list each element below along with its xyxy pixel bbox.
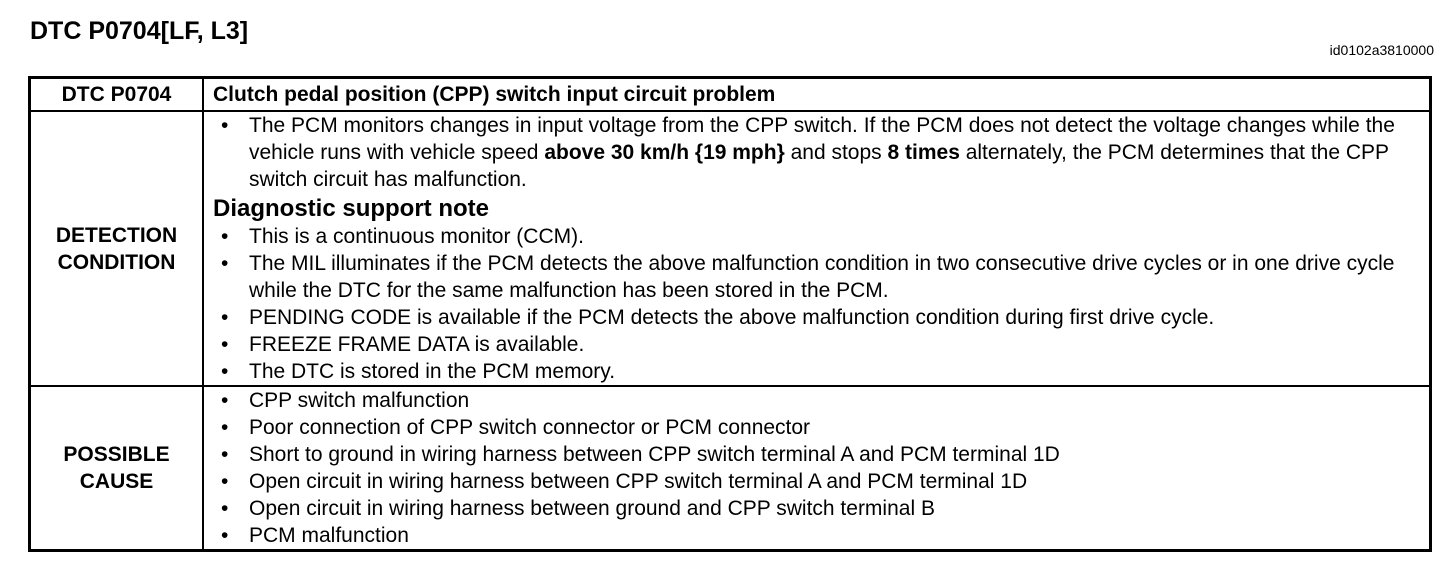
cause-item: • Open circuit in wiring harness between CPP switch terminal A and PCM terminal 1D — [213, 468, 1429, 495]
cause-label-line2: CAUSE — [79, 470, 154, 493]
detection-main-item — [213, 112, 1429, 193]
dtc-table — [28, 76, 1432, 552]
detection-count-threshold: 8 times — [887, 141, 960, 164]
cause-item: • CPP switch malfunction — [213, 387, 1429, 414]
support-item: • FREEZE FRAME DATA is available. — [213, 331, 1429, 358]
support-item: • The MIL illuminates if the PCM detects the above malfunction condition in two consecutive drive cycles or in one drive cycle while the DTC for the same malfunction has been stored in the PCM. — [213, 250, 1429, 304]
cause-item: • Poor connection of CPP switch connector or PCM connector — [213, 414, 1429, 441]
possible-cause-row — [30, 386, 1431, 551]
detection-text-2: and stops — [784, 141, 888, 164]
possible-cause-list — [213, 387, 1429, 549]
page-title: DTC P0704[LF, L3] — [30, 17, 249, 45]
cause-item: • PCM malfunction — [213, 522, 1429, 549]
header-row — [30, 78, 1431, 112]
detection-label-line1: DETECTION — [55, 223, 178, 247]
support-item: • PENDING CODE is available if the PCM detects the above malfunction condition during first drive cycle. — [213, 304, 1429, 331]
cause-item: • Short to ground in wiring harness between CPP switch terminal A and PCM terminal 1D — [213, 441, 1429, 468]
cause-label-line1: POSSIBLE — [63, 443, 170, 466]
document-id: id0102a3810000 — [1329, 42, 1434, 58]
detection-main-list — [213, 112, 1429, 193]
dtc-description-cell: Clutch pedal position (CPP) switch input circuit problem — [203, 78, 1431, 112]
detection-condition-content — [203, 111, 1431, 386]
dtc-code-cell: DTC P0704 — [30, 78, 204, 112]
support-item: • This is a continuous monitor (CCM). — [213, 223, 1429, 250]
detection-text-3: alternately, the PCM determines that the CPP switch circuit has malfunction. — [249, 141, 1389, 191]
detection-condition-row — [30, 111, 1431, 386]
cause-item: • Open circuit in wiring harness between ground and CPP switch terminal B — [213, 495, 1429, 522]
detection-speed-threshold: above 30 km/h {19 mph} — [544, 141, 785, 164]
possible-cause-label — [30, 386, 204, 551]
diagnostic-support-heading: Diagnostic support note — [213, 195, 489, 222]
possible-cause-content — [203, 386, 1431, 551]
detection-condition-label — [30, 111, 204, 386]
support-item: • The DTC is stored in the PCM memory. — [213, 358, 1429, 385]
detection-label-line2: CONDITION — [57, 250, 176, 274]
diagnostic-support-list — [213, 223, 1429, 385]
detection-text-1: The PCM monitors changes in input voltage from the CPP switch. If the PCM does not detect the voltage changes while the vehicle runs with vehicle speed — [249, 114, 1395, 164]
